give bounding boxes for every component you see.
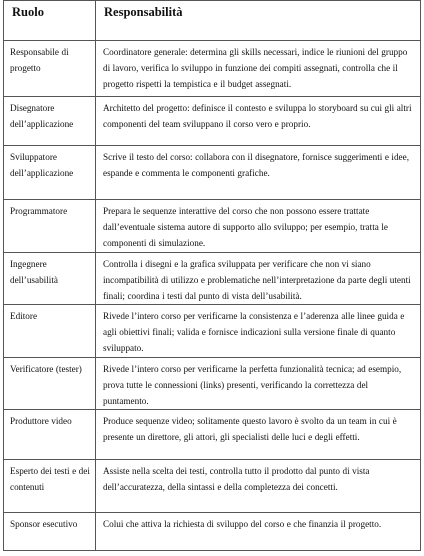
table-row [4,253,421,305]
responsibility-text: Architetto del progetto: definisce il contesto e sviluppa lo storyboard su cui gli altri componenti del team sviluppano il corso vero e proprio. [103,103,412,129]
header-responsibility [96,1,421,41]
responsibility-text: Rivede l’intero corso per verificarne la consistenza e l’aderenza alle linee guida e agli obiettivi finali; valida e fornisce indicazioni sulla versione finale di quanto sviluppato. [103,311,405,353]
table-row [4,305,421,358]
responsibility-text: Prepara le sequenze interattive del corso che non possono essere trattate dall’eventuale sistema autore di supporto allo sviluppo; per esempio, tratta le componenti di simulazione. [103,206,388,248]
responsibility-cell [96,305,421,358]
table-row [4,41,421,97]
responsibility-cell [96,97,421,146]
header-responsibility-label: Responsabilità [104,5,183,19]
responsibility-cell [96,460,421,513]
role-text: Produttore video [10,416,72,426]
role-text: Sponsor esecutivo [10,519,78,529]
table-row [4,460,421,513]
responsibility-cell [96,200,421,253]
role-cell [4,146,96,200]
role-cell [4,305,96,358]
role-text: Responsabile di progetto [10,47,69,73]
role-cell [4,513,96,551]
role-text: Sviluppatore dell’applicazione [10,152,74,178]
table-row [4,200,421,253]
role-cell [4,358,96,410]
responsibility-cell [96,358,421,410]
header-role [4,1,96,41]
role-cell [4,200,96,253]
responsibility-cell [96,253,421,305]
responsibility-text: Rivede l’intero corso per verificarne la perfetta funzionalità tecnica; ad esempio, prova tutte le connessioni (links) presenti, verificando la correttezza del puntamento. [103,364,402,406]
role-cell [4,460,96,513]
role-text: Ingegnere dell’usabilità [10,259,58,285]
header-role-label: Ruolo [12,5,44,19]
role-text: Disegnatore dell’applicazione [10,103,74,129]
table-row [4,146,421,200]
table-row [4,97,421,146]
table-row [4,358,421,410]
role-cell [4,97,96,146]
responsibility-text: Produce sequenze video; solitamente questo lavoro è svolto da un team in cui è presente un direttore, gli attori, gli specialisti delle luci e degli effetti. [103,416,397,442]
role-text: Programmatore [10,206,68,216]
responsibility-cell [96,41,421,97]
responsibility-text: Coordinatore generale: determina gli skills necessari, indice le riunioni del gruppo di lavoro, verifica lo sviluppo in funzione dei compiti assegnati, controlla che il progetto rispetti la tempistica e il budget assegnati. [103,47,408,89]
role-text: Verificatore (tester) [10,364,82,374]
responsibility-cell [96,410,421,460]
responsibility-text: Colui che attiva la richiesta di sviluppo del corso e che finanzia il progetto. [103,519,382,529]
role-text: Esperto dei testi e dei contenuti [10,466,90,492]
responsibility-text: Controlla i disegni e la grafica sviluppata per verificare che non vi siano incompatibilità di utilizzo e problematiche nell’interpretazione da parte degli utenti finali; coordina i testi dal punto di vista dell’usabilità. [103,259,411,301]
roles-table [3,0,421,551]
table-row [4,513,421,551]
responsibility-text: Scrive il testo del corso: collabora con il disegnatore, fornisce suggerimenti e idee, espande e commenta le componenti grafiche. [103,152,410,178]
role-cell [4,41,96,97]
role-cell [4,253,96,305]
responsibility-cell [96,146,421,200]
responsibility-cell [96,513,421,551]
header-row [4,1,421,41]
role-text: Editore [10,311,38,321]
table-row [4,410,421,460]
responsibility-text: Assiste nella scelta dei testi, controlla tutto il prodotto dal punto di vista dell’accuratezza, della sintassi e della completezza dei concetti. [103,466,370,492]
role-cell [4,410,96,460]
